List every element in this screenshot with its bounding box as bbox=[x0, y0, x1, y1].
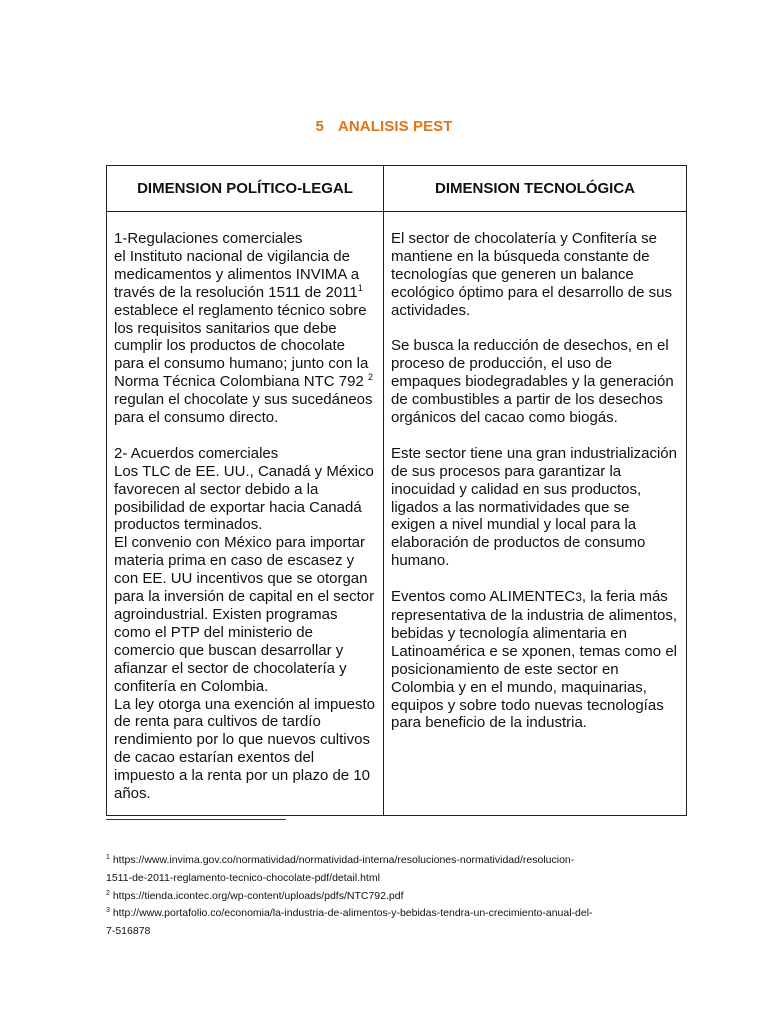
text-line: ecológico óptimo para el desarrollo de sus bbox=[391, 283, 672, 301]
text-line: años. bbox=[114, 785, 151, 803]
text-line: través de la resolución 1511 de 2011$^1$ bbox=[114, 282, 363, 301]
cell-tecnologica bbox=[384, 212, 687, 816]
text-line: Colombia y en el mundo, maquinarias, bbox=[391, 678, 647, 696]
paragraph-eventos bbox=[391, 588, 680, 732]
text-line: Eventos como ALIMENTEC3, la feria más bbox=[391, 588, 668, 606]
text-line: representativa de la industria de alimentos, bbox=[391, 606, 677, 624]
footnote-link[interactable]: https://www.invima.gov.co/normatividad/normatividad-interna/resoluciones-normatividad/resolucion- bbox=[112, 854, 575, 866]
text-line: proceso de producción, el uso de bbox=[391, 355, 612, 373]
text-line: productos terminados. bbox=[114, 516, 263, 534]
text-line: equipos y sobre todo nuevas tecnologías bbox=[391, 696, 664, 714]
header-tecnologica: DIMENSION TECNOLÓGICA bbox=[384, 166, 687, 212]
footnotes bbox=[106, 852, 686, 941]
paragraph-sector bbox=[391, 230, 680, 320]
footnote-1: $^1$ https://www.invima.gov.co/normatividad/normatividad-interna/resoluciones-normatividad/resolucion- bbox=[106, 854, 575, 866]
text-line: los requisitos sanitarios que debe bbox=[114, 319, 337, 337]
text-line: de sus procesos para garantizar la bbox=[391, 462, 622, 480]
text-line: favorecen al sector debido a la bbox=[114, 480, 319, 498]
paragraph-desechos bbox=[391, 337, 680, 427]
text-line: materia prima en caso de escasez y bbox=[114, 552, 355, 570]
footnote-ref-3: 3 bbox=[575, 590, 582, 605]
text-line: ligados a las normatividades que se bbox=[391, 498, 630, 516]
text-line: impuesto a la renta por un plazo de 10 bbox=[114, 767, 371, 785]
text-line: posibilidad de exportar hacia Canadá bbox=[114, 498, 362, 516]
footnote-1-cont[interactable]: 1511-de-2011-reglamento-tecnico-chocolate-pdf/detail.html bbox=[106, 871, 380, 884]
text-line: como el PTP del ministerio de bbox=[114, 623, 313, 641]
text-line: Se busca la reducción de desechos, en el bbox=[391, 337, 669, 355]
text-line: agroindustrial. Existen programas bbox=[114, 606, 338, 624]
text-line: con EE. UU incentivos que se otorgan bbox=[114, 570, 368, 588]
text-line: establece el reglamento técnico sobre bbox=[114, 301, 367, 319]
section-number: 5 bbox=[315, 118, 324, 135]
text-line: de combustibles a partir de los desechos bbox=[391, 391, 663, 409]
text-line: el Instituto nacional de vigilancia de bbox=[114, 247, 350, 265]
footnote-link[interactable]: http://www.portafolio.co/economia/la-industria-de-alimentos-y-bebidas-tendra-un-crecimiento-anual-del- bbox=[112, 907, 593, 920]
section-title: ANALISIS PEST bbox=[337, 118, 453, 135]
text-line: comercio que buscan desarrollar y bbox=[114, 641, 344, 659]
paragraph-regulaciones bbox=[114, 230, 377, 427]
text-line: Los TLC de EE. UU., Canadá y México bbox=[114, 462, 374, 480]
text-line: para beneficio de la industria. bbox=[391, 714, 587, 732]
text-line: La ley otorga una exención al impuesto bbox=[114, 695, 376, 713]
cell-politico-legal bbox=[107, 212, 384, 816]
footnote-link[interactable]: https://tienda.icontec.org/wp-content/uploads/pdfs/NTC792.pdf bbox=[112, 889, 404, 902]
footnote-ref-1: 1 bbox=[357, 282, 363, 293]
text-line: 2- Acuerdos comerciales bbox=[114, 444, 279, 462]
text-line: 1-Regulaciones comerciales bbox=[114, 230, 303, 247]
paragraph-acuerdos bbox=[114, 445, 377, 803]
text-line: posicionamiento de este sector en bbox=[391, 660, 619, 678]
text-line: de renta para cultivos de tardío bbox=[114, 713, 321, 731]
footnote-2: $^2$ https://tienda.icontec.org/wp-content/uploads/pdfs/NTC792.pdf bbox=[106, 889, 404, 902]
text-line: El sector de chocolatería y Confitería se bbox=[391, 230, 657, 247]
footnote-3-cont[interactable]: 7-516878 bbox=[106, 925, 151, 938]
footnote-separator bbox=[106, 819, 286, 820]
text-line: cumplir los productos de chocolate bbox=[114, 337, 345, 355]
header-politico-legal: DIMENSION POLÍTICO-LEGAL bbox=[107, 166, 384, 212]
text-line: para el consumo directo. bbox=[114, 409, 279, 427]
text-line: regulan el chocolate y sus sucedáneos bbox=[114, 391, 373, 409]
text-line: Este sector tiene una gran industrialización bbox=[391, 444, 677, 462]
text-line: bebidas y tecnología alimentaria en bbox=[391, 624, 627, 642]
text-line: empaques biodegradables y la generación bbox=[391, 373, 674, 391]
text-line: actividades. bbox=[391, 301, 471, 319]
text-line: exigen a nivel mundial y local para la bbox=[391, 516, 637, 534]
footnote-3: $^3$ http://www.portafolio.co/economia/la-industria-de-alimentos-y-bebidas-tendra-un-crecimiento-anual-del- bbox=[106, 907, 593, 920]
text-line: Latinoamérica e se xponen, temas como el bbox=[391, 642, 677, 660]
text-line: rendimiento por lo que nuevos cultivos bbox=[114, 731, 370, 749]
footnote-ref-2: 2 bbox=[368, 372, 374, 383]
text-line: orgánicos del cacao como biogás. bbox=[391, 409, 618, 427]
text-line: Norma Técnica Colombiana NTC 792 $^2$ bbox=[114, 372, 374, 391]
text-line: medicamentos y alimentos INVIMA a bbox=[114, 265, 360, 283]
text-line: tecnologías que generen un balance bbox=[391, 265, 634, 283]
paragraph-industrializacion bbox=[391, 445, 680, 570]
text-line: de cacao estarían exentos del bbox=[114, 749, 315, 767]
text-line: confitería en Colombia. bbox=[114, 677, 269, 695]
text-line: para el consumo humano; junto con la bbox=[114, 355, 369, 373]
text-line: humano. bbox=[391, 552, 450, 570]
text-line: elaboración de productos de consumo bbox=[391, 534, 646, 552]
text-line: para la inversión de capital en el sector bbox=[114, 588, 375, 606]
text-line: mantiene en la búsqueda constante de bbox=[391, 247, 650, 265]
pest-table bbox=[106, 165, 687, 816]
section-heading bbox=[0, 118, 768, 135]
text-line: El convenio con México para importar bbox=[114, 534, 365, 552]
text-line: afianzar el sector de chocolatería y bbox=[114, 659, 347, 677]
text-line: inocuidad y calidad en sus productos, bbox=[391, 480, 642, 498]
